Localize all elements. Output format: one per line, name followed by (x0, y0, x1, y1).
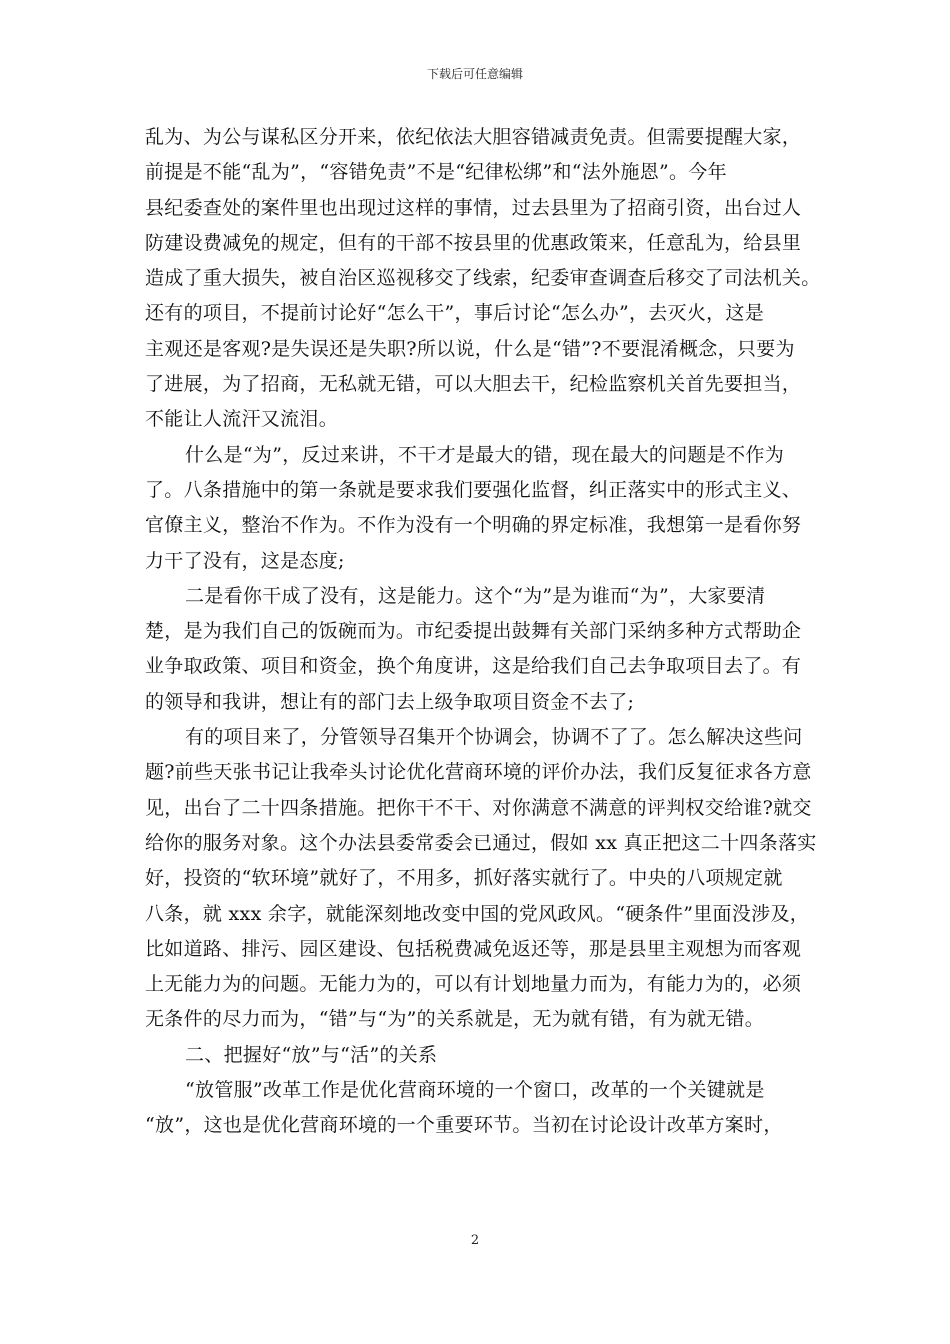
text-line: 造成了重大损失，被自治区巡视移交了线索，纪委审查调查后移交了司法机关。 (145, 267, 821, 290)
text-line: “放管服”改革工作是优化营商环境的一个窗口，改革的一个关键就是 (185, 1079, 765, 1102)
text-line: 什么是“为”，反过来讲，不干才是最大的错，现在最大的问题是不作为 (185, 443, 785, 466)
text-line: “放”，这也是优化营商环境的一个重要环节。当初在讨论设计改革方案时， (145, 1114, 783, 1137)
text-line: 业争取政策、项目和资金，换个角度讲，这是给我们自己去争取项目去了。有 (145, 655, 802, 678)
text-line: 了。八条措施中的第一条就是要求我们要强化监督，纠正落实中的形式主义、 (145, 478, 802, 501)
text-line: 官僚主义，整治不作为。不作为没有一个明确的界定标准，我想第一是看你努 (145, 514, 802, 537)
document-body (145, 120, 821, 1144)
text-line: 无条件的尽力而为，“错”与“为”的关系就是，无为就有错，有为就无错。 (145, 1008, 765, 1031)
text-line: 乱为、为公与谋私区分开来，依纪依法大胆容错减责免责。但需要提醒大家， (145, 126, 802, 148)
text-line: 前提是不能“乱为”，“容错免责”不是“纪律松绑”和“法外施恩”。今年 (145, 161, 727, 184)
text-line: 给你的服务对象。这个办法县委常委会已通过，假如 xx 真正把这二十四条落实 (145, 831, 817, 854)
text-line: 有的项目来了，分管领导召集开个协调会，协调不了了。怎么解决这些问 (185, 726, 803, 749)
text-line: 力干了没有，这是态度; (145, 549, 345, 572)
text-line: 上无能力为的问题。无能力为的，可以有计划地量力而为，有能力为的，必须 (145, 973, 802, 996)
text-line: 见，出台了二十四条措施。把你干不干、对你满意不满意的评判权交给谁?就交 (145, 796, 812, 819)
page-header: 下载后可任意编辑 (426, 67, 523, 81)
text-line: 不能让人流汗又流泪。 (145, 408, 339, 431)
text-line: 二、把握好“放”与“活”的关系 (185, 1043, 438, 1066)
text-line: 还有的项目，不提前讨论好“怎么干”，事后讨论“怎么办”，去灭火，这是 (145, 302, 765, 325)
text-line: 的领导和我讲，想让有的部门去上级争取项目资金不去了; (145, 690, 635, 713)
text-line: 比如道路、排污、园区建设、包括税费减免返还等，那是县里主观想为而客观 (145, 937, 802, 960)
page-number: 2 (470, 1233, 480, 1248)
text-line: 防建设费减免的规定，但有的干部不按县里的优惠政策来，任意乱为，给县里 (145, 231, 802, 254)
text-line: 主观还是客观?是失误还是失职?所以说，什么是“错”?不要混淆概念，只要为 (145, 337, 795, 360)
text-line: 二是看你干成了没有，这是能力。这个“为”是为谁而“为”，大家要清 (185, 584, 766, 607)
text-line: 楚，是为我们自己的饭碗而为。市纪委提出鼓舞有关部门采纳多种方式帮助企 (145, 620, 802, 643)
text-line: 题?前些天张书记让我牵头讨论优化营商环境的评价办法，我们反复征求各方意 (145, 761, 812, 784)
text-line: 八条，就 xxx 余字，就能深刻地改变中国的党风政风。“硬条件”里面没涉及， (145, 902, 810, 925)
text-line: 县纪委查处的案件里也出现过这样的事情，过去县里为了招商引资，出台过人 (145, 196, 802, 219)
text-line: 了进展，为了招商，无私就无错，可以大胆去干，纪检监察机关首先要担当， (145, 373, 802, 396)
text-line: 好，投资的“软环境”就好了，不用多，抓好落实就行了。中央的八项规定就 (145, 867, 783, 890)
